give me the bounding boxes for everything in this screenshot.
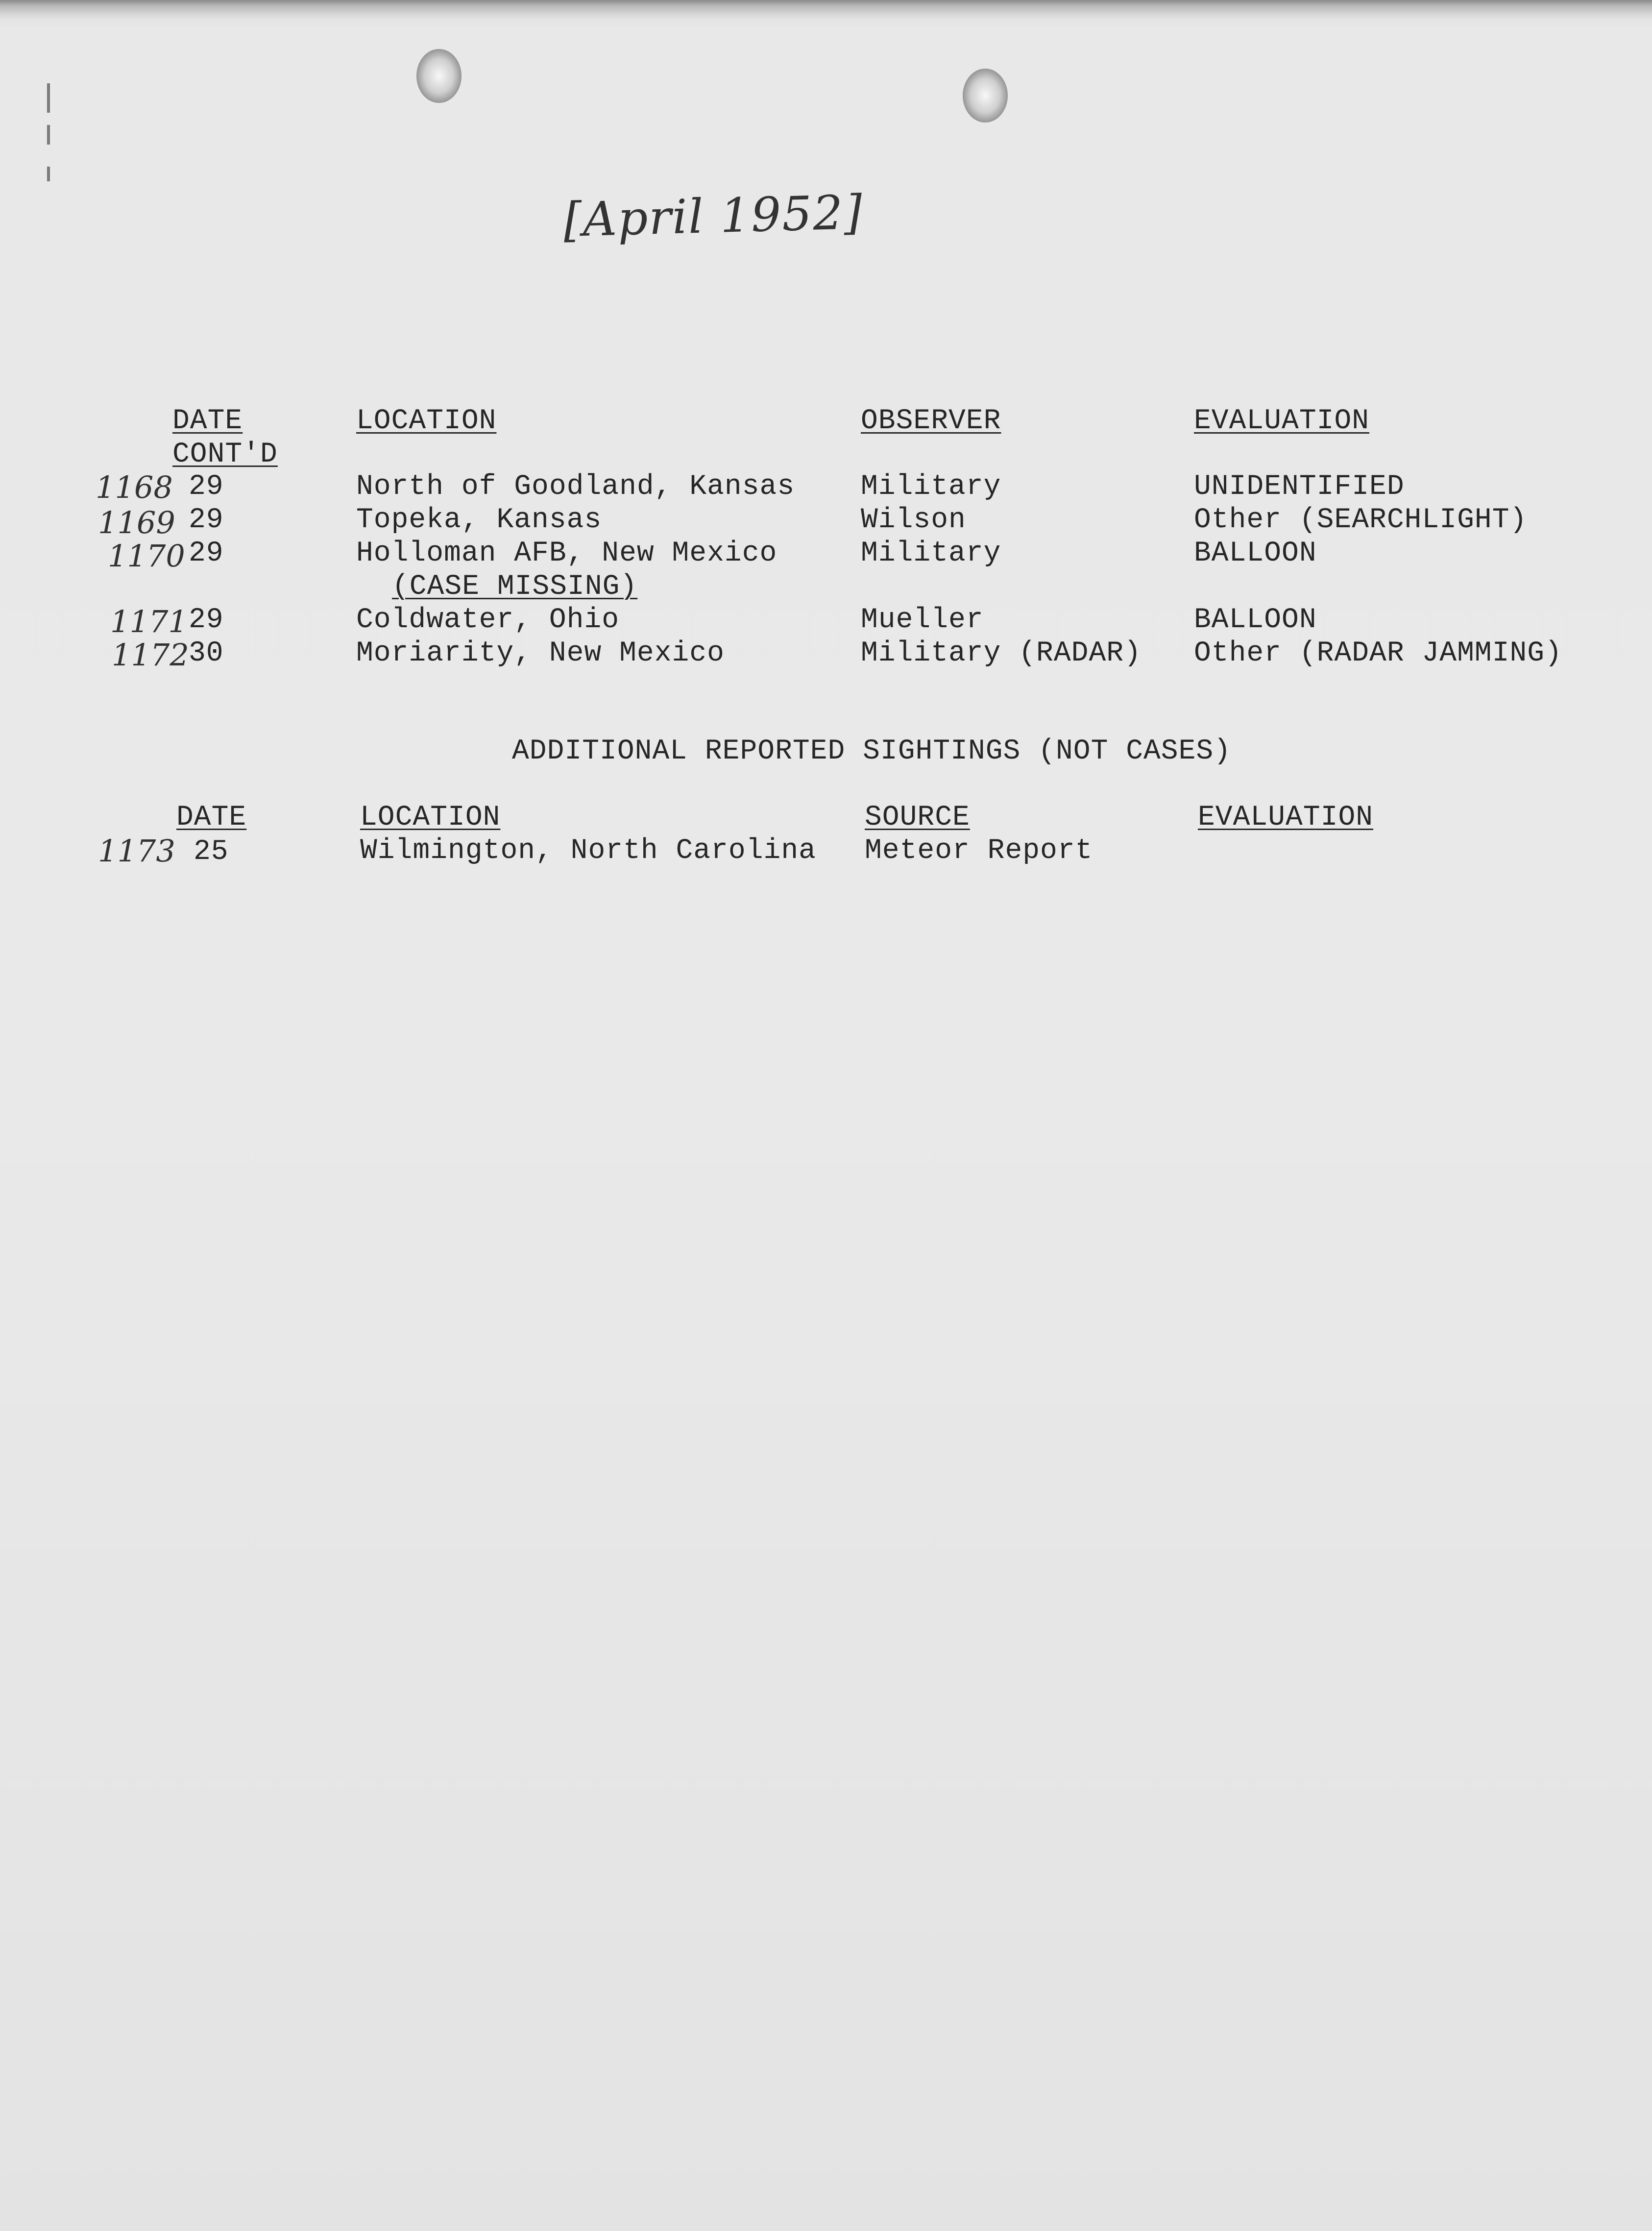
header-observer: OBSERVER (861, 405, 1001, 437)
row-date: 25 (194, 836, 229, 868)
header-date: DATE (172, 405, 243, 437)
handwritten-page-date: [April 1952] (562, 185, 864, 247)
case-number: 1171 (110, 604, 188, 639)
header-source: SOURCE (865, 802, 970, 834)
punch-hole-left (416, 49, 462, 103)
header-location: LOCATION (360, 802, 501, 834)
row-date: 29 (189, 538, 224, 569)
row-evaluation: Other (RADAR JAMMING) (1194, 637, 1562, 669)
row-evaluation: UNIDENTIFIED (1194, 471, 1405, 503)
margin-mark (47, 83, 50, 113)
row-location: North of Goodland, Kansas (356, 471, 795, 503)
case-number: 1169 (98, 505, 175, 540)
row-location: Wilmington, North Carolina (360, 835, 816, 867)
case-number: 1170 (108, 538, 185, 574)
section-title: ADDITIONAL REPORTED SIGHTINGS (NOT CASES) (512, 735, 1232, 767)
header-evaluation: EVALUATION (1198, 802, 1374, 834)
row-observer: Military (RADAR) (861, 637, 1142, 669)
row-date: 29 (189, 604, 224, 636)
row-evaluation: BALLOON (1194, 604, 1317, 636)
row-observer: Military (861, 471, 1001, 503)
header-location: LOCATION (356, 405, 497, 437)
row-location: Moriarity, New Mexico (356, 637, 725, 669)
row-source: Meteor Report (865, 835, 1093, 867)
case-number: 1172 (112, 637, 189, 673)
row-location: Coldwater, Ohio (356, 604, 620, 636)
header-date: DATE (176, 802, 247, 834)
row-evaluation: Other (SEARCHLIGHT) (1194, 504, 1528, 536)
row-date: 29 (189, 504, 224, 536)
case-number: 1173 (98, 833, 175, 869)
row-location-note: (CASE MISSING) (392, 571, 638, 603)
margin-mark (47, 125, 50, 145)
row-observer: Mueller (861, 604, 984, 636)
row-date: 29 (189, 471, 224, 503)
scan-top-edge (0, 0, 1652, 20)
punch-hole-right (963, 69, 1008, 123)
row-date: 30 (189, 637, 224, 669)
row-observer: Wilson (861, 504, 966, 536)
header-evaluation: EVALUATION (1194, 405, 1370, 437)
header-date-contd: CONT'D (172, 439, 278, 470)
margin-mark (47, 167, 50, 181)
row-evaluation: BALLOON (1194, 538, 1317, 569)
row-observer: Military (861, 538, 1001, 569)
case-number: 1168 (96, 469, 173, 505)
row-location: Topeka, Kansas (356, 504, 602, 536)
row-location: Holloman AFB, New Mexico (356, 538, 777, 569)
